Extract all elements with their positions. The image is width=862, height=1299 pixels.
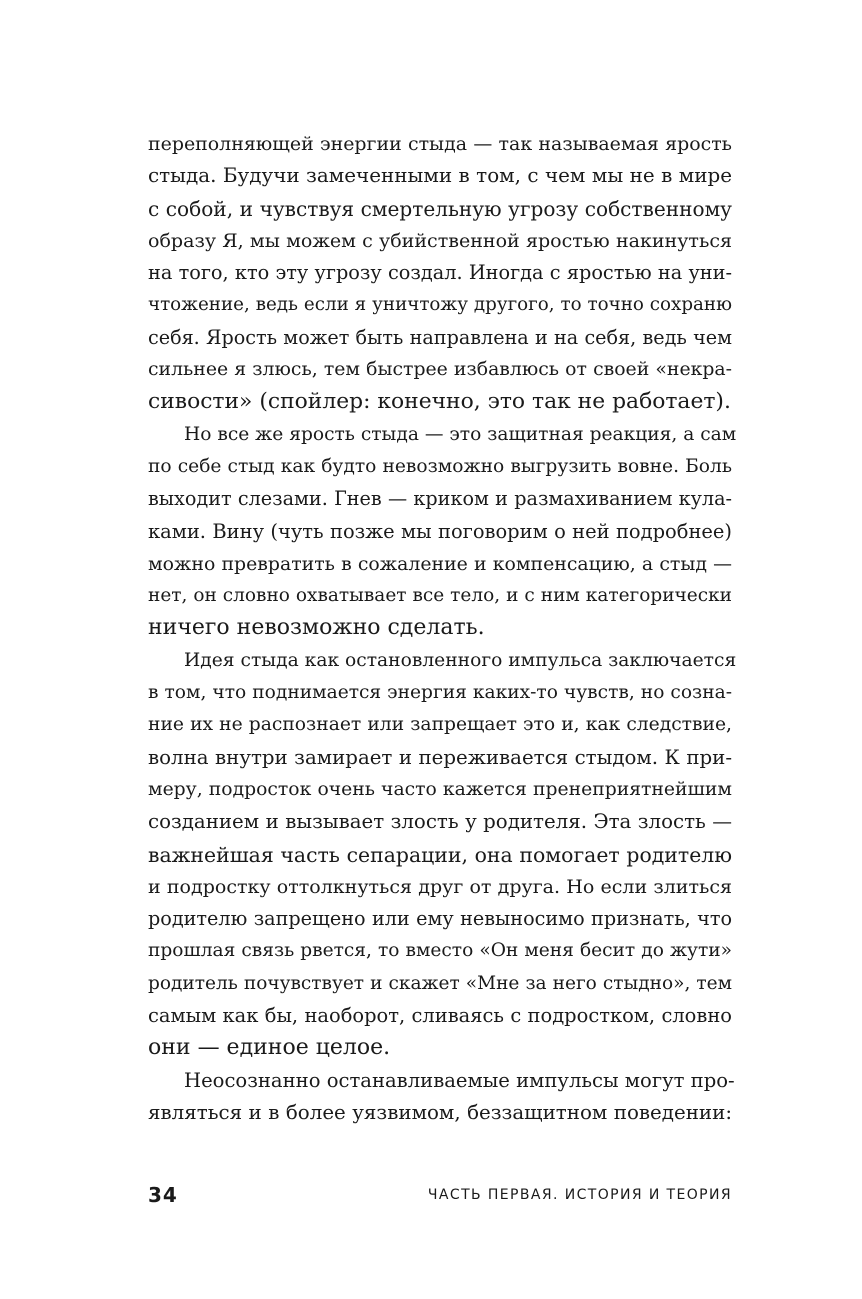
text-line: самым как бы, наоборот, сливаясь с подростком, словно — [148, 1004, 732, 1028]
text-line: Но все же ярость стыда — это защитная реакция, а сам — [184, 423, 737, 445]
paragraph-3 — [148, 645, 737, 1065]
text-line: прошлая связь рвется, то вместо «Он меня бесит до жути» — [148, 940, 732, 962]
text-line: и подростку оттолкнуться друг от друга. Но если злиться — [148, 875, 732, 898]
text-line: стыда. Будучи замеченными в том, с чем мы не в мире — [148, 164, 732, 188]
text-line: на того, кто эту угрозу создал. Иногда с яростью на уни- — [148, 261, 732, 285]
text-line: сивости» (спойлер: конечно, это так не работает). — [148, 389, 731, 415]
text-line: родителю запрещено или ему невыносимо признать, что — [148, 907, 732, 931]
paragraph-2 — [148, 419, 737, 645]
text-line: важнейшая часть сепарации, она помогает родителю — [148, 842, 732, 867]
text-line: ничего невозможно сделать. — [148, 615, 485, 641]
text-line: родитель почувствует и скажет «Мне за него стыдно», тем — [148, 972, 732, 994]
text-line: чтожение, ведь если я уничтожу другого, то точно сохраню — [148, 294, 732, 316]
text-line: можно превратить в сожаление и компенсацию, а стыд — — [148, 552, 732, 575]
text-line: сильнее я злюсь, тем быстрее избавлюсь от своей «некра- — [148, 359, 732, 381]
page-number: 34 — [148, 1183, 178, 1207]
text-line: с собой, и чувствуя смертельную угрозу собственному — [148, 196, 732, 221]
page-footer — [148, 1183, 732, 1207]
running-head: ЧАСТЬ ПЕРВАЯ. ИСТОРИЯ И ТЕОРИЯ — [427, 1187, 732, 1203]
text-line: переполняющей энергии стыда — так называемая ярость — [148, 133, 732, 155]
text-line: ние их не распознает или запрещает это и, как следствие, — [148, 714, 732, 736]
text-line: в том, что поднимается энергия каких-то чувств, но созна- — [148, 682, 732, 704]
text-line: себя. Ярость может быть направлена и на себя, ведь чем — [148, 325, 732, 349]
text-line: Идея стыда как остановленного импульса заключается — [184, 649, 737, 671]
text-line: волна внутри замирает и переживается стыдом. К при- — [148, 745, 732, 769]
body-text — [148, 128, 737, 1129]
text-line: по себе стыд как будто невозможно выгрузить вовне. Боль — [148, 455, 732, 477]
text-line: меру, подросток очень часто кажется пренеприятнейшим — [148, 778, 732, 800]
text-line: являться и в более уязвимом, беззащитном поведении: — [148, 1100, 732, 1124]
text-line: выходит слезами. Гнев — криком и размахиванием кула- — [148, 487, 732, 511]
paragraph-4 — [148, 1065, 735, 1130]
text-line: нет, он словно охватывает все тело, и с ним категорически — [148, 585, 732, 607]
text-line: созданием и вызывает злость у родителя. Эта злость — — [148, 810, 732, 834]
paragraph-1 — [148, 128, 732, 419]
text-line: ками. Вину (чуть позже мы поговорим о ней подробнее) — [148, 519, 732, 543]
text-line: Неосознанно останавливаемые импульсы могут про- — [184, 1068, 735, 1092]
text-line: они — единое целое. — [148, 1035, 391, 1061]
text-line: образу Я, мы можем с убийственной яростью накинуться — [148, 229, 732, 252]
